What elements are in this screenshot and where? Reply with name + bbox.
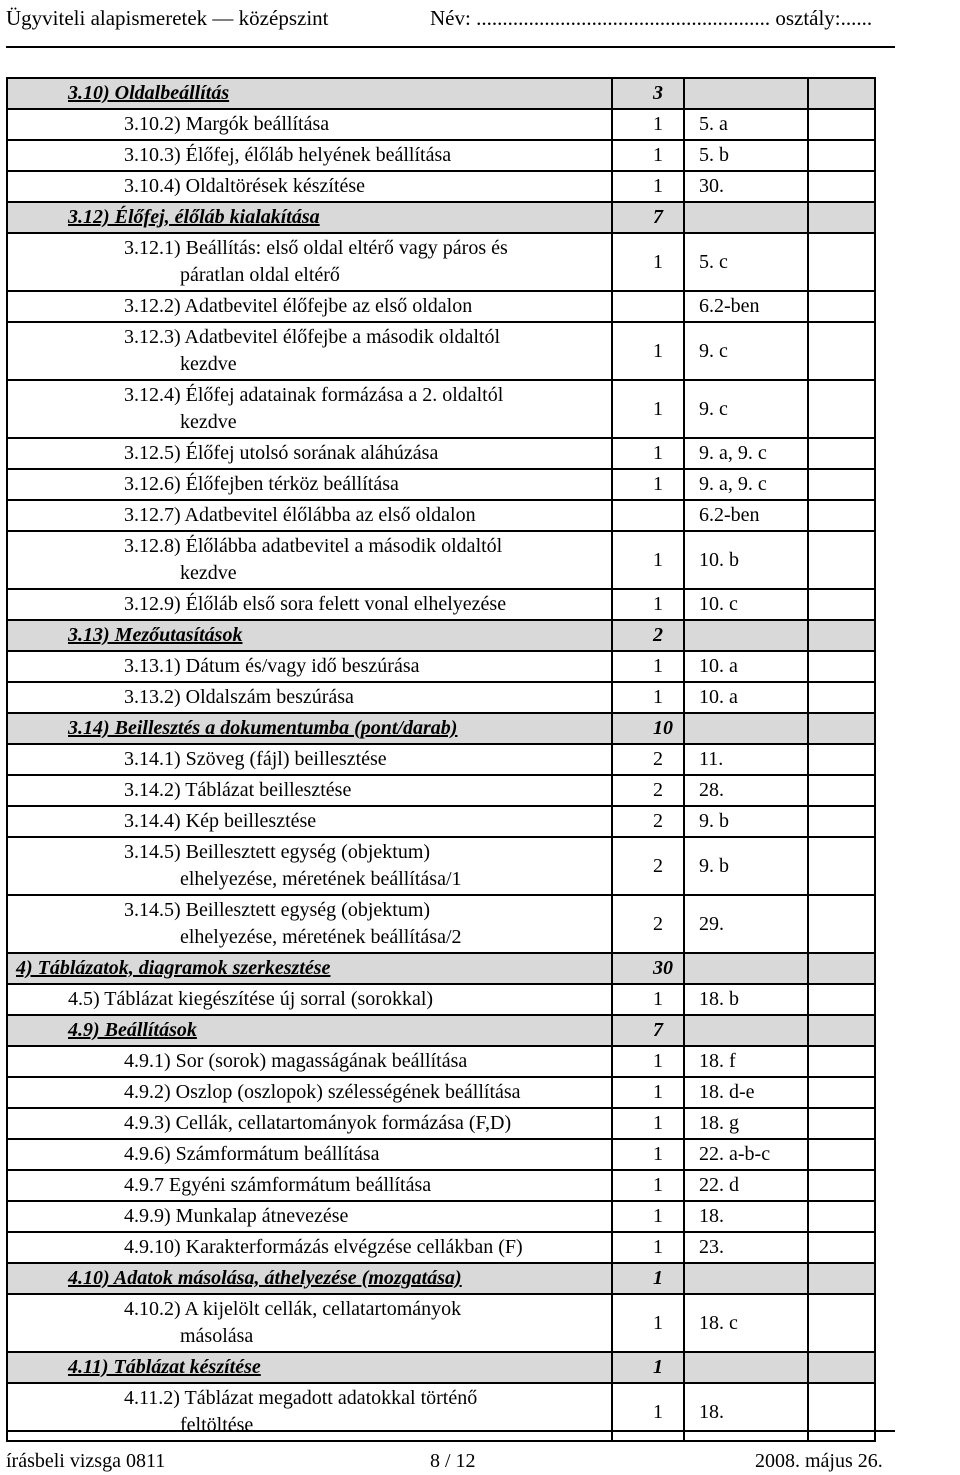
- reference-cell: 28.: [685, 776, 809, 805]
- reference-cell: [685, 203, 809, 232]
- table-row: [8, 172, 874, 203]
- table-row: [8, 896, 874, 954]
- reference-cell: 5. a: [685, 110, 809, 139]
- section-row: [8, 1016, 874, 1047]
- reference-cell: 18. b: [685, 985, 809, 1014]
- table-row: [8, 1202, 874, 1233]
- table-row: [8, 590, 874, 621]
- table-row: [8, 110, 874, 141]
- table-row: [8, 1047, 874, 1078]
- table-row: [8, 776, 874, 807]
- reference-cell: [685, 1016, 809, 1045]
- points-cell: 1: [613, 1384, 685, 1440]
- score-cell: [809, 292, 874, 321]
- points-cell: 1: [613, 1295, 685, 1351]
- score-cell: [809, 172, 874, 201]
- points-cell: [613, 292, 685, 321]
- page-header: [6, 0, 895, 48]
- score-cell: [809, 501, 874, 530]
- score-cell: [809, 1202, 874, 1231]
- table-row: [8, 532, 874, 590]
- task-label: 3.13) Mezőutasítások: [8, 621, 613, 650]
- task-label: 3.12.6) Élőfejben térköz beállítása: [8, 470, 613, 499]
- score-cell: [809, 1140, 874, 1169]
- task-label: 3.10.3) Élőfej, élőláb helyének beállítása: [8, 141, 613, 170]
- table-row: [8, 1078, 874, 1109]
- reference-cell: [685, 79, 809, 108]
- task-label: 4.10.2) A kijelölt cellák, cellatartományok másolása: [8, 1295, 613, 1351]
- points-cell: 2: [613, 776, 685, 805]
- table-row: [8, 1140, 874, 1171]
- points-cell: 1: [613, 141, 685, 170]
- task-label: 3.14.1) Szöveg (fájl) beillesztése: [8, 745, 613, 774]
- reference-cell: 9. c: [685, 323, 809, 379]
- task-label: 3.14.2) Táblázat beillesztése: [8, 776, 613, 805]
- table-row: [8, 745, 874, 776]
- section-row: [8, 714, 874, 745]
- reference-cell: 18.: [685, 1384, 809, 1440]
- points-cell: 1: [613, 234, 685, 290]
- score-cell: [809, 745, 874, 774]
- points-cell: 1: [613, 1233, 685, 1262]
- reference-cell: 22. d: [685, 1171, 809, 1200]
- task-label: 4.9) Beállítások: [8, 1016, 613, 1045]
- reference-cell: 11.: [685, 745, 809, 774]
- reference-cell: 22. a-b-c: [685, 1140, 809, 1169]
- task-label: 3.12.2) Adatbevitel élőfejbe az első oldalon: [8, 292, 613, 321]
- task-label: 3.12.4) Élőfej adatainak formázása a 2. oldaltól kezdve: [8, 381, 613, 437]
- task-label: 4.9.1) Sor (sorok) magasságának beállítása: [8, 1047, 613, 1076]
- reference-cell: 5. b: [685, 141, 809, 170]
- score-cell: [809, 470, 874, 499]
- task-label: 3.12.1) Beállítás: első oldal eltérő vagy páros és páratlan oldal eltérő: [8, 234, 613, 290]
- reference-cell: 6.2-ben: [685, 501, 809, 530]
- scoring-table: [6, 77, 876, 1442]
- score-cell: [809, 381, 874, 437]
- task-label: 3.14.5) Beillesztett egység (objektum) elhelyezése, méretének beállítása/2: [8, 896, 613, 952]
- section-row: [8, 203, 874, 234]
- points-cell: 1: [613, 590, 685, 619]
- points-cell: 10: [613, 714, 685, 743]
- points-cell: 1: [613, 1264, 685, 1293]
- section-row: [8, 954, 874, 985]
- points-cell: 1: [613, 172, 685, 201]
- reference-cell: 9. c: [685, 381, 809, 437]
- score-cell: [809, 1295, 874, 1351]
- task-label: 4.9.10) Karakterformázás elvégzése cellákban (F): [8, 1233, 613, 1262]
- score-cell: [809, 807, 874, 836]
- score-cell: [809, 1353, 874, 1382]
- task-label: 3.14.4) Kép beillesztése: [8, 807, 613, 836]
- table-row: [8, 292, 874, 323]
- points-cell: 1: [613, 1171, 685, 1200]
- table-row: [8, 1109, 874, 1140]
- task-label: 3.14) Beillesztés a dokumentumba (pont/darab): [8, 714, 613, 743]
- score-cell: [809, 203, 874, 232]
- task-label: 4.9.3) Cellák, cellatartományok formázása (F,D): [8, 1109, 613, 1138]
- reference-cell: [685, 714, 809, 743]
- points-cell: 1: [613, 1047, 685, 1076]
- reference-cell: 10. b: [685, 532, 809, 588]
- table-row: [8, 985, 874, 1016]
- reference-cell: 5. c: [685, 234, 809, 290]
- score-cell: [809, 234, 874, 290]
- score-cell: [809, 896, 874, 952]
- task-label: 4.5) Táblázat kiegészítése új sorral (sorokkal): [8, 985, 613, 1014]
- reference-cell: 18. d-e: [685, 1078, 809, 1107]
- score-cell: [809, 776, 874, 805]
- footer-date: 2008. május 26.: [755, 1450, 883, 1472]
- table-row: [8, 234, 874, 292]
- reference-cell: 29.: [685, 896, 809, 952]
- task-label: 4.9.6) Számformátum beállítása: [8, 1140, 613, 1169]
- section-row: [8, 1264, 874, 1295]
- points-cell: 1: [613, 683, 685, 712]
- footer-page-number: 8 / 12: [430, 1450, 476, 1472]
- score-cell: [809, 1016, 874, 1045]
- task-label: 3.12.8) Élőlábba adatbevitel a második oldaltól kezdve: [8, 532, 613, 588]
- table-row: [8, 838, 874, 896]
- score-cell: [809, 954, 874, 983]
- reference-cell: 23.: [685, 1233, 809, 1262]
- reference-cell: 10. c: [685, 590, 809, 619]
- points-cell: 2: [613, 838, 685, 894]
- table-row: [8, 439, 874, 470]
- table-row: [8, 141, 874, 172]
- points-cell: 2: [613, 621, 685, 650]
- task-label: 4.9.9) Munkalap átnevezése: [8, 1202, 613, 1231]
- score-cell: [809, 652, 874, 681]
- table-row: [8, 1171, 874, 1202]
- points-cell: 1: [613, 1353, 685, 1382]
- score-cell: [809, 79, 874, 108]
- table-row: [8, 807, 874, 838]
- points-cell: 1: [613, 985, 685, 1014]
- header-name-field: Név: ........................................................ osztály:......: [430, 6, 873, 30]
- points-cell: 30: [613, 954, 685, 983]
- task-label: 4.11) Táblázat készítése: [8, 1353, 613, 1382]
- task-label: 4.9.2) Oszlop (oszlopok) szélességének beállítása: [8, 1078, 613, 1107]
- points-cell: 1: [613, 110, 685, 139]
- task-label: 3.10.4) Oldaltörések készítése: [8, 172, 613, 201]
- table-row: [8, 381, 874, 439]
- page-footer: [6, 1430, 895, 1475]
- score-cell: [809, 141, 874, 170]
- task-label: 3.13.2) Oldalszám beszúrása: [8, 683, 613, 712]
- section-row: [8, 79, 874, 110]
- table-row: [8, 470, 874, 501]
- table-row: [8, 683, 874, 714]
- task-label: 4.9.7 Egyéni számformátum beállítása: [8, 1171, 613, 1200]
- task-label: 3.12) Élőfej, élőláb kialakítása: [8, 203, 613, 232]
- reference-cell: 18. f: [685, 1047, 809, 1076]
- score-cell: [809, 683, 874, 712]
- table-row: [8, 323, 874, 381]
- reference-cell: 30.: [685, 172, 809, 201]
- score-cell: [809, 1109, 874, 1138]
- points-cell: 2: [613, 745, 685, 774]
- points-cell: 1: [613, 1078, 685, 1107]
- reference-cell: 18.: [685, 1202, 809, 1231]
- header-title: Ügyviteli alapismeretek — középszint: [6, 6, 329, 30]
- score-cell: [809, 1171, 874, 1200]
- points-cell: 1: [613, 1109, 685, 1138]
- reference-cell: [685, 621, 809, 650]
- points-cell: 1: [613, 323, 685, 379]
- table-row: [8, 652, 874, 683]
- points-cell: 1: [613, 1202, 685, 1231]
- reference-cell: 6.2-ben: [685, 292, 809, 321]
- points-cell: 1: [613, 652, 685, 681]
- footer-exam-id: írásbeli vizsga 0811: [6, 1450, 166, 1472]
- score-cell: [809, 714, 874, 743]
- points-cell: 7: [613, 203, 685, 232]
- reference-cell: 18. g: [685, 1109, 809, 1138]
- points-cell: [613, 501, 685, 530]
- score-cell: [809, 110, 874, 139]
- task-label: 4) Táblázatok, diagramok szerkesztése: [8, 954, 613, 983]
- reference-cell: [685, 954, 809, 983]
- points-cell: 1: [613, 532, 685, 588]
- points-cell: 2: [613, 807, 685, 836]
- points-cell: 1: [613, 439, 685, 468]
- table-row: [8, 501, 874, 532]
- score-cell: [809, 1047, 874, 1076]
- task-label: 3.12.3) Adatbevitel élőfejbe a második oldaltól kezdve: [8, 323, 613, 379]
- task-label: 3.14.5) Beillesztett egység (objektum) elhelyezése, méretének beállítása/1: [8, 838, 613, 894]
- table-row: [8, 1295, 874, 1353]
- section-row: [8, 1353, 874, 1384]
- task-label: 3.12.7) Adatbevitel élőlábba az első oldalon: [8, 501, 613, 530]
- points-cell: 1: [613, 470, 685, 499]
- task-label: 3.10) Oldalbeállítás: [8, 79, 613, 108]
- score-cell: [809, 838, 874, 894]
- score-cell: [809, 1078, 874, 1107]
- points-cell: 1: [613, 381, 685, 437]
- points-cell: 2: [613, 896, 685, 952]
- reference-cell: 10. a: [685, 652, 809, 681]
- score-cell: [809, 1264, 874, 1293]
- reference-cell: 9. a, 9. c: [685, 470, 809, 499]
- task-label: 4.10) Adatok másolása, áthelyezése (mozgatása): [8, 1264, 613, 1293]
- reference-cell: 9. b: [685, 838, 809, 894]
- score-cell: [809, 621, 874, 650]
- points-cell: 7: [613, 1016, 685, 1045]
- reference-cell: 10. a: [685, 683, 809, 712]
- score-cell: [809, 1233, 874, 1262]
- section-row: [8, 621, 874, 652]
- reference-cell: [685, 1264, 809, 1293]
- task-label: 3.12.5) Élőfej utolsó sorának aláhúzása: [8, 439, 613, 468]
- score-cell: [809, 323, 874, 379]
- score-cell: [809, 439, 874, 468]
- table-row: [8, 1233, 874, 1264]
- score-cell: [809, 590, 874, 619]
- score-cell: [809, 985, 874, 1014]
- score-cell: [809, 532, 874, 588]
- points-cell: 3: [613, 79, 685, 108]
- reference-cell: [685, 1353, 809, 1382]
- reference-cell: 18. c: [685, 1295, 809, 1351]
- points-cell: 1: [613, 1140, 685, 1169]
- reference-cell: 9. b: [685, 807, 809, 836]
- task-label: 3.10.2) Margók beállítása: [8, 110, 613, 139]
- task-label: 4.11.2) Táblázat megadott adatokkal történő feltöltése: [8, 1384, 613, 1440]
- reference-cell: 9. a, 9. c: [685, 439, 809, 468]
- task-label: 3.13.1) Dátum és/vagy idő beszúrása: [8, 652, 613, 681]
- task-label: 3.12.9) Élőláb első sora felett vonal elhelyezése: [8, 590, 613, 619]
